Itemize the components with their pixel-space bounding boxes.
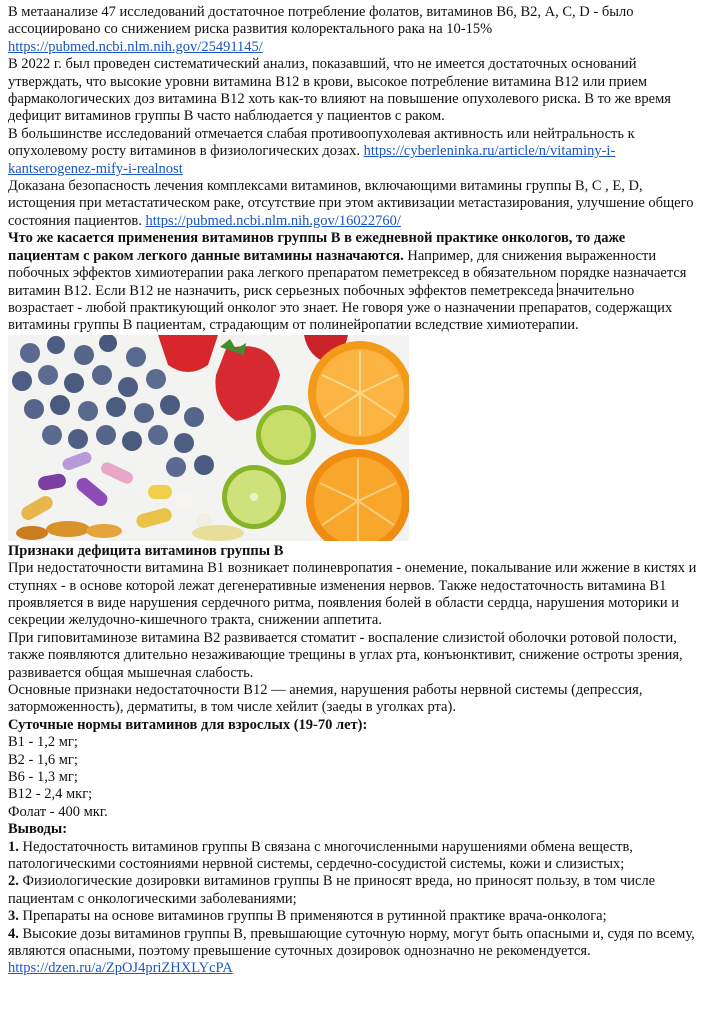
body-text: При недостаточности витамина В1 возникает полиневропатия - онемение, покалывание или жжение в кистях и ступнях - в основе которой лежат дегенеративные изменения нервов. Также недостаточность витамина В1 проявляется в виде нарушения сердечного ритма, появления болей в области сердца, нарушения моторики и секреции желудочно-кишечного тракта, снижении аппетита. xyxy=(8,560,697,629)
paragraph xyxy=(8,821,698,838)
paragraph xyxy=(8,960,698,977)
bold-text: Суточные нормы витаминов для взрослых (19-70 лет): xyxy=(8,716,368,733)
body-text: Высокие дозы витаминов группы В, превышающие суточную норму, могут быть опасными и, судя по всему, являются опасными, поэтому превышение суточных дозировок однозначно не рекомендуется. xyxy=(8,925,695,960)
source-link[interactable]: https://cyberleninka.ru/article/n/vitaminy-i-kantserogenez-mify-i-realnost xyxy=(8,143,616,177)
bold-text: Выводы: xyxy=(8,821,68,838)
body-text: Недостаточность витаминов группы В связана с многочисленными нарушениями обмена веществ, патологическими состояниями нервной системы, сердечно-сосудистой системы, кожи и слизистых; xyxy=(8,838,633,873)
article-bottom-section xyxy=(8,543,698,978)
paragraph xyxy=(8,543,698,560)
fruits-vitamins-image xyxy=(8,335,409,541)
paragraph xyxy=(8,769,698,786)
paragraph xyxy=(8,926,698,961)
body-text: В2 - 1,6 мг; xyxy=(8,751,78,768)
paragraph xyxy=(8,839,698,874)
paragraph xyxy=(8,630,698,682)
document xyxy=(8,4,698,978)
paragraph xyxy=(8,682,698,717)
paragraph xyxy=(8,178,698,230)
body-text: В12 - 2,4 мкг; xyxy=(8,786,93,803)
body-text: Основные признаки недостаточности В12 — анемия, нарушения работы нервной системы (депрессия, заторможенность), дерматиты, в том числе хейлит (заеды в уголках рта). xyxy=(8,681,643,716)
body-text: В6 - 1,3 мг; xyxy=(8,769,78,785)
paragraph xyxy=(8,560,698,630)
body-text: Например, для снижения выраженности побочных эффектов химиотерапии рака легкого препаратом пеметрексед в обязательном порядке назначается витамин В12. Если В12 не назначить, риск серьезных побочных эффектов пеметрекседа xyxy=(8,247,687,299)
paragraph xyxy=(8,717,698,734)
bold-text: 3. xyxy=(8,908,19,925)
paragraph xyxy=(8,126,698,178)
body-text: Фолат - 400 мкг. xyxy=(8,803,108,820)
bold-text: 1. xyxy=(8,838,19,855)
paragraph xyxy=(8,786,698,803)
body-text: Препараты на основе витаминов группы В применяются в рутинной практике врача-онколога; xyxy=(18,908,607,925)
source-link[interactable]: https://pubmed.ncbi.nlm.nih.gov/16022760/ xyxy=(145,212,401,229)
body-text: значительно возрастает - любой практикующий онколог это знает. Не говоря уже о назначении препаратов, содержащих витамины группы В пациентам, страдающим от полинейропатии вследствие химиотерапии. xyxy=(8,282,673,334)
paragraph xyxy=(8,4,698,56)
paragraph xyxy=(8,873,698,908)
paragraph xyxy=(8,752,698,769)
source-link[interactable]: https://dzen.ru/a/ZpOJ4priZHXLYcPA xyxy=(8,960,233,977)
body-text: В метаанализе 47 исследований достаточное потребление фолатов, витаминов В6, В2, А, С, D - было ассоциировано со снижением риска развития колоректального рака на 10-15% xyxy=(8,4,634,38)
paragraph xyxy=(8,804,698,821)
bold-text: 4. xyxy=(8,925,19,942)
paragraph xyxy=(8,908,698,925)
body-text: В1 - 1,2 мг; xyxy=(8,734,78,751)
bold-text: 2. xyxy=(8,873,19,890)
body-text: Доказана безопасность лечения комплексами витаминов, включающими витамины группы В, С , Е, D, истощения при метастатическом раке, отсутствие при этом активизации метастазирования, улучшение общего состояния пациентов. xyxy=(8,178,694,229)
bold-text: Признаки дефицита витаминов группы В xyxy=(8,542,284,559)
body-text: В 2022 г. был проведен систематический анализ, показавший, что не имеется достаточных оснований утверждать, что высокие уровни витамина В12 в крови, высокое потребление витамина В12 или прием фармакологических доз витамина В12 хоть как-то влияют на повышение опухолевого риска. В то же время дефицит витаминов группы В часто наблюдается у пациентов с раком. xyxy=(8,56,671,125)
paragraph xyxy=(8,734,698,751)
body-text: В большинстве исследований отмечается слабая противоопухолевая активность или нейтральность к опухолевому росту витаминов в физиологических дозах. xyxy=(8,125,635,160)
body-text: Физиологические дозировки витаминов группы В не приносят вреда, но приносят пользу, в том числе пациентам с онкологическими заболеваниями; xyxy=(8,873,656,907)
article-top-section xyxy=(8,4,698,335)
body-text: При гиповитаминозе витамина В2 развивается стоматит - воспаление слизистой оболочки ротовой полости, также появляются длительно незаживающие трещины в углах рта, конъюнктивит, снижение остроты зрения, развивается общая мышечная слабость. xyxy=(8,629,683,681)
paragraph xyxy=(8,230,698,334)
bold-text: Что же касается применения витаминов группы В в ежедневной практике онкологов, то даже пациентам с раком легкого данные витамины назначаются. xyxy=(8,230,626,264)
source-link[interactable]: https://pubmed.ncbi.nlm.nih.gov/25491145/ xyxy=(8,38,263,55)
paragraph xyxy=(8,56,698,126)
